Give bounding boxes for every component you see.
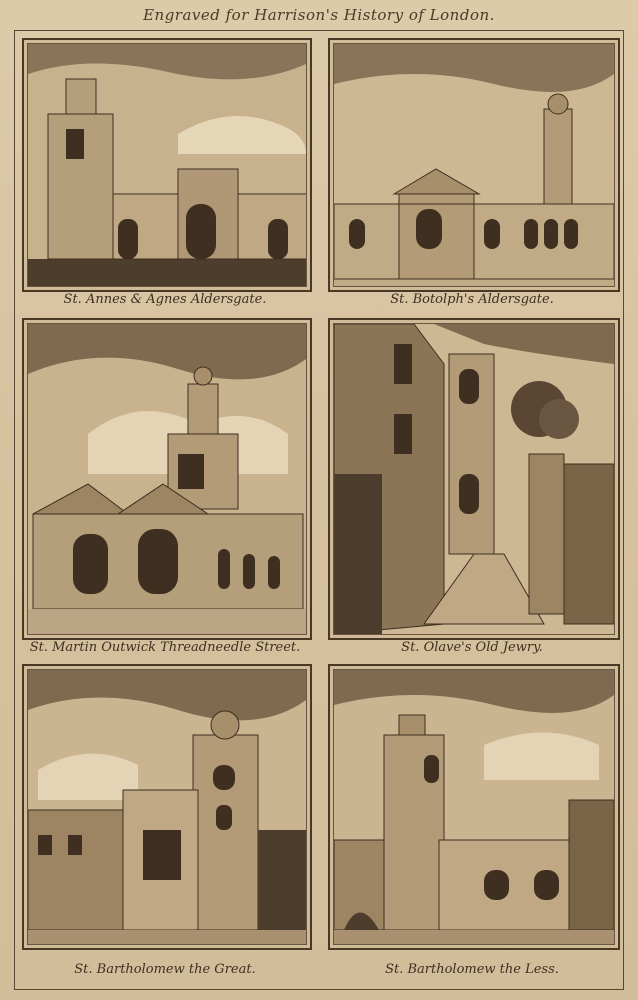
church-illustration <box>334 670 614 944</box>
caption-st-bartholomew-great: St. Bartholomew the Great. <box>74 962 256 977</box>
church-illustration <box>28 670 306 944</box>
caption-st-bartholomew-less: St. Bartholomew the Less. <box>385 962 559 977</box>
caption-st-martin-outwick: St. Martin Outwick Threadneedle Street. <box>29 640 301 655</box>
caption-st-annes-agnes: St. Annes & Agnes Aldersgate. <box>63 292 267 307</box>
caption-st-olaves: St. Olave's Old Jewry. <box>401 640 543 655</box>
page-title: Engraved for Harrison's History of London. <box>143 6 495 24</box>
plate-st-martin-outwick <box>22 318 312 640</box>
plate-st-olaves <box>328 318 620 640</box>
caption-st-botolphs: St. Botolph's Aldersgate. <box>390 292 554 307</box>
church-illustration <box>334 44 614 286</box>
plate-st-bartholomew-less <box>328 664 620 950</box>
plate-st-annes-agnes <box>22 38 312 292</box>
church-illustration <box>334 324 614 634</box>
plate-st-bartholomew-great <box>22 664 312 950</box>
church-illustration <box>28 44 306 286</box>
plate-st-botolphs <box>328 38 620 292</box>
church-illustration <box>28 324 306 634</box>
